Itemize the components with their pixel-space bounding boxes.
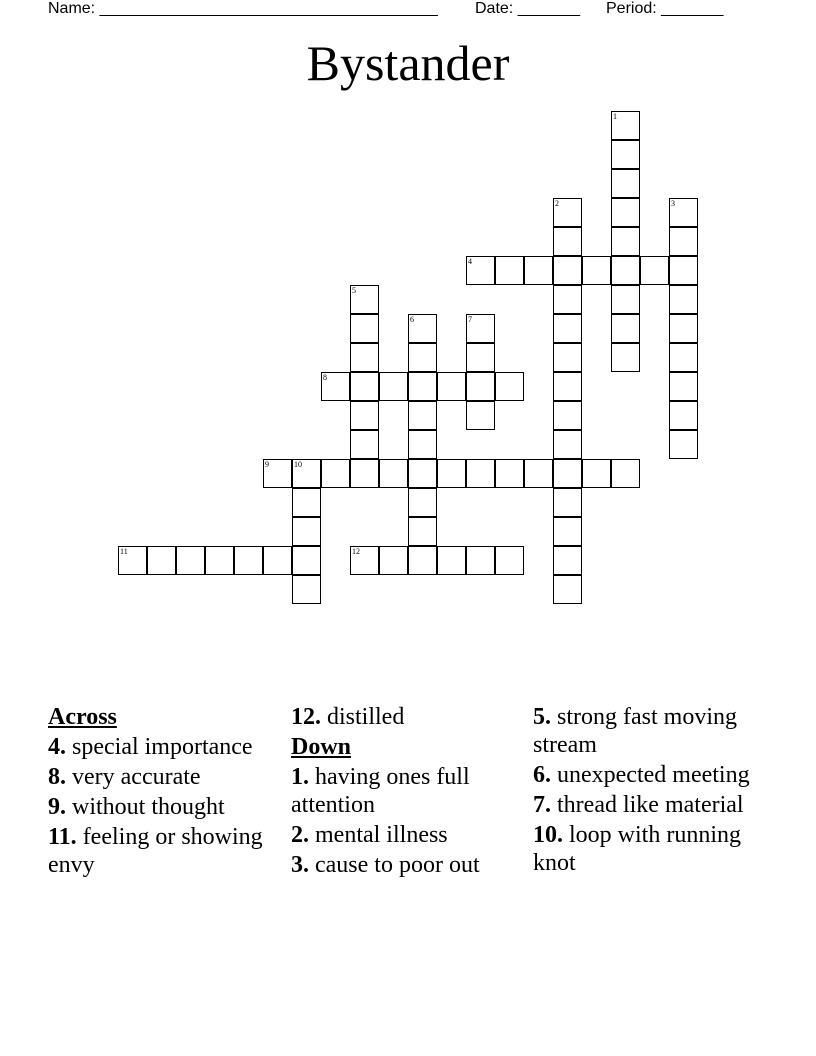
clue-number: 3. — [291, 852, 309, 878]
grid-cell[interactable] — [350, 430, 379, 459]
grid-cell[interactable] — [495, 372, 524, 401]
across-clue — [48, 793, 278, 821]
date-field: Date: _______ — [475, 0, 580, 17]
down-clue — [533, 821, 763, 877]
grid-cell[interactable] — [553, 459, 582, 488]
grid-cell[interactable] — [437, 372, 466, 401]
clue-number: 6. — [533, 762, 551, 788]
grid-cell[interactable] — [611, 111, 640, 140]
grid-cell[interactable] — [553, 314, 582, 343]
cell-number: 8 — [323, 373, 327, 382]
grid-cell[interactable] — [408, 401, 437, 430]
grid-cell[interactable] — [321, 372, 350, 401]
clues-column-2 — [291, 703, 521, 881]
grid-cell[interactable] — [408, 488, 437, 517]
grid-cell[interactable] — [611, 314, 640, 343]
grid-cell[interactable] — [350, 314, 379, 343]
grid-cell[interactable] — [669, 198, 698, 227]
clue-text: loop with running knot — [533, 822, 741, 876]
grid-cell[interactable] — [408, 546, 437, 575]
grid-cell[interactable] — [379, 372, 408, 401]
across-clue — [291, 703, 521, 731]
grid-cell[interactable] — [437, 459, 466, 488]
clue-number: 7. — [533, 792, 551, 818]
grid-cell[interactable] — [553, 343, 582, 372]
clue-number: 1. — [291, 764, 309, 790]
across-clue — [48, 823, 278, 879]
down-heading: Down — [291, 734, 352, 760]
grid-cell[interactable] — [263, 459, 292, 488]
grid-cell[interactable] — [350, 459, 379, 488]
clue-text: very accurate — [72, 764, 201, 790]
grid-cell[interactable] — [466, 546, 495, 575]
grid-cell[interactable] — [495, 256, 524, 285]
grid-cell[interactable] — [611, 140, 640, 169]
clue-number: 5. — [533, 704, 551, 730]
grid-cell[interactable] — [350, 546, 379, 575]
grid-cell[interactable] — [495, 459, 524, 488]
grid-cell[interactable] — [553, 285, 582, 314]
grid-cell[interactable] — [669, 401, 698, 430]
grid-cell[interactable] — [611, 227, 640, 256]
grid-cell[interactable] — [118, 546, 147, 575]
down-clue — [533, 761, 763, 789]
grid-cell[interactable] — [408, 314, 437, 343]
grid-cell[interactable] — [553, 546, 582, 575]
grid-cell[interactable] — [147, 546, 176, 575]
grid-cell[interactable] — [466, 314, 495, 343]
grid-cell[interactable] — [611, 256, 640, 285]
cell-number: 11 — [120, 547, 128, 556]
grid-cell[interactable] — [640, 256, 669, 285]
grid-cell[interactable] — [582, 256, 611, 285]
grid-cell[interactable] — [669, 372, 698, 401]
grid-cell[interactable] — [495, 546, 524, 575]
clues-column-1 — [48, 703, 278, 881]
clue-text: mental illness — [315, 822, 448, 848]
clue-number: 9. — [48, 794, 66, 820]
across-heading: Across — [48, 704, 117, 730]
clue-text: thread like material — [557, 792, 744, 818]
cell-number: 3 — [671, 199, 675, 208]
clue-text: without thought — [72, 794, 225, 820]
grid-cell[interactable] — [553, 517, 582, 546]
clue-number: 2. — [291, 822, 309, 848]
cell-number: 4 — [468, 257, 472, 266]
grid-cell[interactable] — [350, 372, 379, 401]
grid-cell[interactable] — [553, 256, 582, 285]
grid-cell[interactable] — [292, 546, 321, 575]
grid-cell[interactable] — [669, 256, 698, 285]
grid-cell[interactable] — [611, 343, 640, 372]
grid-cell[interactable] — [408, 430, 437, 459]
grid-cell[interactable] — [553, 401, 582, 430]
grid-cell[interactable] — [611, 169, 640, 198]
grid-cell[interactable] — [408, 372, 437, 401]
clue-number: 8. — [48, 764, 66, 790]
clue-number: 4. — [48, 734, 66, 760]
grid-cell[interactable] — [669, 227, 698, 256]
grid-cell[interactable] — [379, 546, 408, 575]
grid-cell[interactable] — [205, 546, 234, 575]
clue-number: 12. — [291, 704, 321, 730]
down-clue — [533, 791, 763, 819]
grid-cell[interactable] — [669, 285, 698, 314]
grid-cell[interactable] — [408, 459, 437, 488]
grid-cell[interactable] — [292, 575, 321, 604]
grid-cell[interactable] — [611, 198, 640, 227]
grid-cell[interactable] — [292, 459, 321, 488]
grid-cell[interactable] — [466, 401, 495, 430]
grid-cell[interactable] — [553, 575, 582, 604]
grid-cell[interactable] — [466, 459, 495, 488]
grid-cell[interactable] — [350, 285, 379, 314]
clue-text: unexpected meeting — [557, 762, 750, 788]
grid-cell[interactable] — [553, 488, 582, 517]
grid-cell[interactable] — [234, 546, 263, 575]
period-field: Period: _______ — [606, 0, 724, 17]
grid-cell[interactable] — [553, 198, 582, 227]
clue-text: feeling or showing envy — [48, 824, 263, 878]
grid-cell[interactable] — [611, 285, 640, 314]
grid-cell[interactable] — [669, 430, 698, 459]
grid-cell[interactable] — [466, 256, 495, 285]
clue-text: cause to poor out — [315, 852, 480, 878]
grid-cell[interactable] — [176, 546, 205, 575]
grid-cell[interactable] — [379, 459, 408, 488]
down-clue — [291, 851, 521, 879]
clues-column-3 — [533, 703, 763, 879]
across-clue — [48, 763, 278, 791]
grid-cell[interactable] — [466, 343, 495, 372]
grid-cell[interactable] — [350, 401, 379, 430]
across-clue — [48, 733, 278, 761]
grid-cell[interactable] — [350, 343, 379, 372]
cell-number: 10 — [294, 460, 302, 469]
grid-cell[interactable] — [669, 314, 698, 343]
grid-cell[interactable] — [437, 546, 466, 575]
grid-cell[interactable] — [611, 459, 640, 488]
grid-cell[interactable] — [292, 488, 321, 517]
grid-cell[interactable] — [321, 459, 350, 488]
cell-number: 6 — [410, 315, 414, 324]
clue-text: strong fast moving stream — [533, 704, 737, 758]
grid-cell[interactable] — [524, 459, 553, 488]
grid-cell[interactable] — [292, 517, 321, 546]
grid-cell[interactable] — [408, 343, 437, 372]
cell-number: 5 — [352, 286, 356, 295]
down-clue — [291, 821, 521, 849]
cell-number: 7 — [468, 315, 472, 324]
cell-number: 9 — [265, 460, 269, 469]
grid-cell[interactable] — [263, 546, 292, 575]
grid-cell[interactable] — [524, 256, 553, 285]
grid-cell[interactable] — [669, 343, 698, 372]
clue-text: having ones full attention — [291, 764, 470, 818]
clue-number: 11. — [48, 824, 77, 850]
cell-number: 1 — [613, 112, 617, 121]
clue-text: special importance — [72, 734, 253, 760]
clue-number: 10. — [533, 822, 563, 848]
grid-cell[interactable] — [553, 227, 582, 256]
down-clue — [533, 703, 763, 759]
grid-cell[interactable] — [553, 372, 582, 401]
clue-text: distilled — [327, 704, 405, 730]
grid-cell[interactable] — [408, 517, 437, 546]
puzzle-title: Bystander — [306, 35, 510, 91]
cell-number: 12 — [352, 547, 360, 556]
cell-number: 2 — [555, 199, 559, 208]
grid-cell[interactable] — [466, 372, 495, 401]
name-field: Name: ______________________________________ — [48, 0, 438, 17]
grid-cell[interactable] — [553, 430, 582, 459]
grid-cell[interactable] — [582, 459, 611, 488]
down-clue — [291, 763, 521, 819]
